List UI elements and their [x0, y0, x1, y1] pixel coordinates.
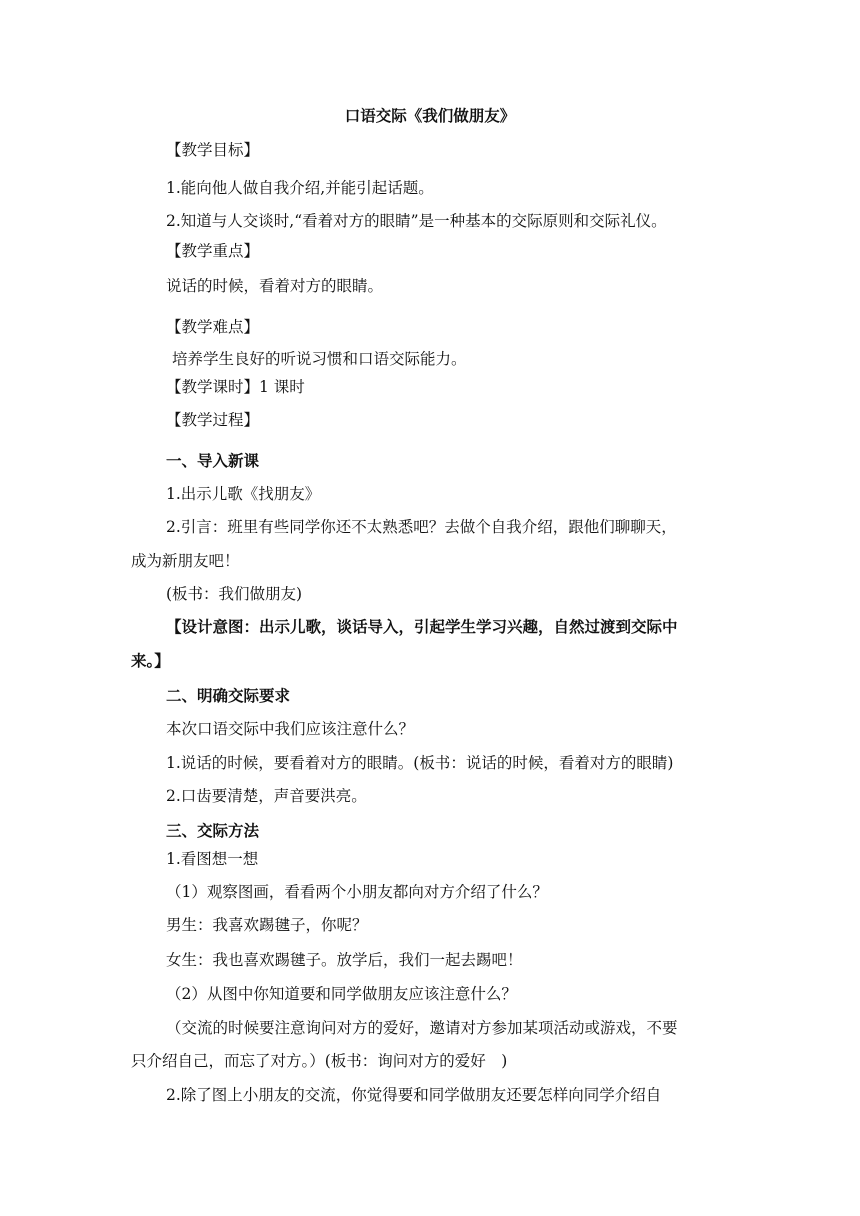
section-3-question-1: （1）观察图画，看看两个小朋友都向对方介绍了什么？ — [166, 883, 548, 901]
section-3-heading: 三、交际方法 — [166, 822, 260, 840]
section-2-item-2: 2.口齿要清楚，声音要洪亮。 — [166, 787, 367, 805]
section-3-question-2: （2）从图中你知道要和同学做朋友应该注意什么？ — [166, 985, 517, 1003]
section-3-answer-line-1: （交流的时候要注意询问对方的爱好，邀请对方参加某项活动或游戏，不要 — [166, 1019, 678, 1037]
section-3-item-2-line-1: 2.除了图上小朋友的交流，你觉得要和同学做朋友还要怎样向同学介绍自 — [166, 1086, 662, 1104]
section-1-heading: 一、导入新课 — [166, 452, 260, 470]
key-point-text: 说话的时候，看着对方的眼睛。 — [166, 277, 384, 295]
difficulty-text: 培养学生良好的听说习惯和口语交际能力。 — [172, 350, 467, 368]
objectives-heading: 【教学目标】 — [166, 141, 260, 159]
document-title: 口语交际《我们做朋友》 — [344, 107, 516, 125]
objective-item-2: 2.知道与人交谈时,“看着对方的眼睛”是一种基本的交际原则和交际礼仪。 — [166, 212, 667, 230]
objective-item-1: 1.能向他人做自我介绍,并能引起话题。 — [166, 179, 434, 197]
section-1-item-2-line-2: 成为新朋友吧！ — [131, 552, 240, 570]
section-3-item-1: 1.看图想一想 — [166, 850, 259, 868]
girl-dialogue: 女生：我也喜欢踢毽子。放学后，我们一起去踢吧！ — [166, 951, 523, 969]
section-2-item-1: 1.说话的时候，要看着对方的眼睛。(板书：说话的时候，看着对方的眼睛) — [166, 754, 674, 772]
section-1-item-1: 1.出示儿歌《找朋友》 — [166, 485, 321, 503]
boy-dialogue: 男生：我喜欢踢毽子，你呢？ — [166, 916, 368, 934]
design-intent-line-1: 【设计意图：出示儿歌，谈话导入，引起学生学习兴趣，自然过渡到交际中 — [166, 618, 678, 636]
section-3-answer-line-2: 只介绍自己，而忘了对方。）(板书：询问对方的爱好 ) — [131, 1052, 508, 1070]
section-2-heading: 二、明确交际要求 — [166, 687, 291, 705]
difficulty-heading: 【教学难点】 — [166, 318, 260, 336]
section-1-item-2-line-1: 2.引言：班里有些同学你还不太熟悉吧？去做个自我介绍，跟他们聊聊天， — [166, 518, 677, 536]
key-point-heading: 【教学重点】 — [166, 242, 260, 260]
design-intent-line-2: 来。】 — [131, 652, 170, 670]
process-heading: 【教学过程】 — [166, 411, 260, 429]
class-hours: 【教学课时】1 课时 — [166, 378, 305, 396]
section-1-board: (板书：我们做朋友) — [166, 585, 303, 603]
section-2-question: 本次口语交际中我们应该注意什么？ — [166, 720, 415, 738]
